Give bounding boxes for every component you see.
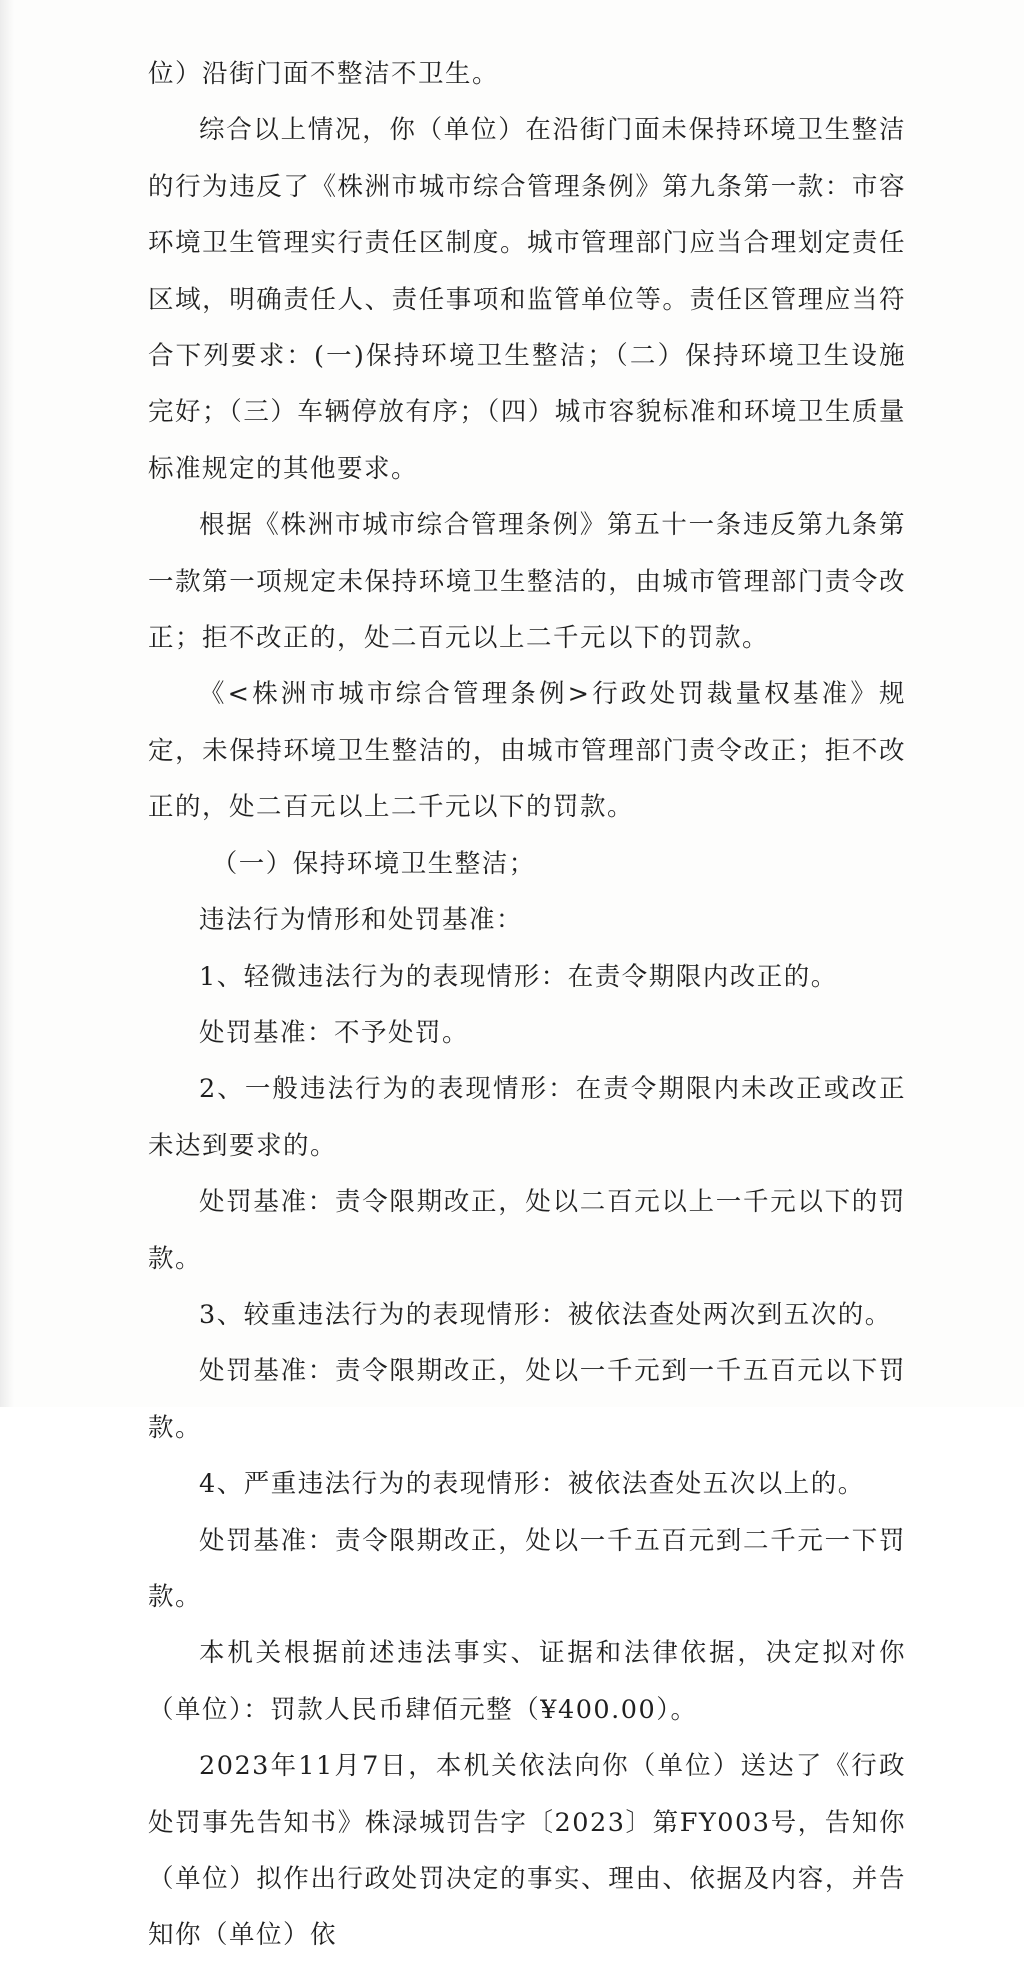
paragraph-general-violation: 2、一般违法行为的表现情形：在责令期限内未改正或改正未达到要求的。: [148, 1074, 906, 1161]
paragraph-minor-violation: 1、轻微违法行为的表现情形：在责令期限内改正的。: [199, 961, 838, 992]
paragraph-continuation: 位）沿街门面不整洁不卫生。: [148, 59, 500, 89]
paragraph-legal-basis-article-51: 根据《株洲市城市综合管理条例》第五十一条违反第九条第一款第一项规定未保持环境卫生整洁的，由城市管理部门责令改正；拒不改正的，处二百元以上二千元以下的罚款。: [148, 510, 906, 654]
paragraph-item-one-heading: （一）保持环境卫生整洁；: [211, 848, 536, 879]
paragraph-criteria-heading: 违法行为情形和处罚基准：: [199, 905, 524, 936]
paragraph-notice-delivery: 2023年11月7日，本机关依法向你（单位）送达了《行政处罚事先告知书》株渌城罚告字〔2023〕第FY003号，告知你（单位）拟作出行政处罚决定的事实、理由、依据及内容，并告知你（单位）依: [148, 1751, 906, 1951]
paragraph-serious-violation: 3、较重违法行为的表现情形：被依法查处两次到五次的。: [199, 1299, 892, 1330]
paragraph-serious-penalty: 处罚基准：责令限期改正，处以一千元到一千五百元以下罚款。: [148, 1356, 906, 1443]
paragraph-general-penalty: 处罚基准：责令限期改正，处以二百元以上一千元以下的罚款。: [148, 1187, 906, 1274]
paragraph-minor-penalty: 处罚基准：不予处罚。: [199, 1017, 470, 1048]
paragraph-severe-penalty: 处罚基准：责令限期改正，处以一千五百元到二千元一下罚款。: [148, 1525, 906, 1612]
paragraph-discretion-standard: 《<株洲市城市综合管理条例>行政处罚裁量权基准》规定，未保持环境卫生整洁的，由城市管理部门责令改正；拒不改正的，处二百元以上二千元以下的罚款。: [148, 679, 906, 823]
paragraph-severe-violation: 4、严重违法行为的表现情形：被依法查处五次以上的。: [199, 1469, 865, 1500]
paragraph-summary-violation: 综合以上情况，你（单位）在沿街门面未保持环境卫生整洁的行为违反了《株洲市城市综合管理条例》第九条第一款：市容环境卫生管理实行责任区制度。城市管理部门应当合理划定责任区域，明确责任人、责任事项和监管单位等。责任区管理应当符合下列要求：(一)保持环境卫生整洁；（二）保持环境卫生设施完好；（三）车辆停放有序；（四）城市容貌标准和环境卫生质量标准规定的其他要求。: [148, 115, 906, 484]
paragraph-decision-fine: 本机关根据前述违法事实、证据和法律依据，决定拟对你（单位）：罚款人民币肆佰元整（¥400.00）。: [148, 1638, 906, 1725]
